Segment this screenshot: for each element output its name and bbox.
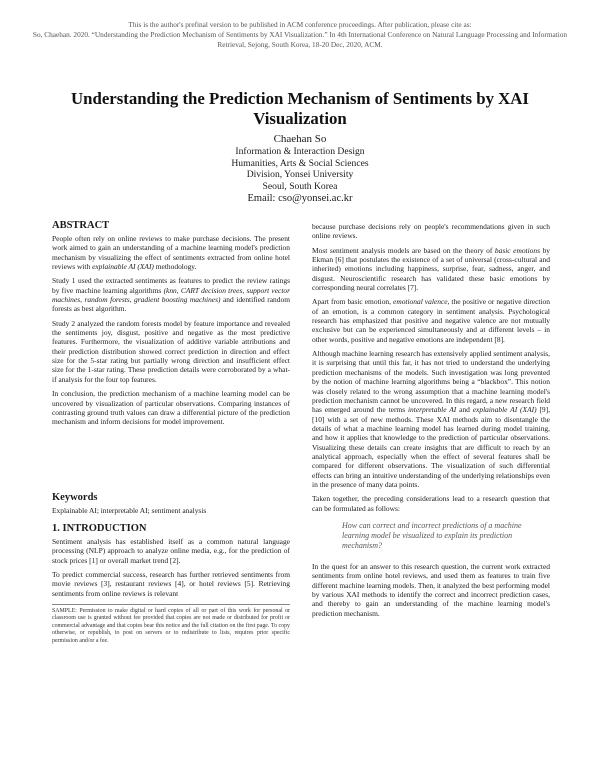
abstract-text: Study 1 used the extracted sentiments as features to predict the review ratings by five machine learning algorithms (52, 276, 290, 295)
abstract-text: and identified random forests as best algorithm. (52, 295, 290, 314)
body-text: , the positive or negative direction of an emotion, is a common category in sentiment analysis. Psychological research has emphasized that positive and negative valence are not mutually exclusive but can be experienced simultaneously and at different levels – in other words, positive and negative emotions are independent [8]. (312, 297, 550, 344)
author-block (100, 133, 500, 205)
abstract-paragraph-4: In conclusion, the prediction mechanism of a machine learning model can be uncovered by visualization of particular observations. Comparing instances of contrasting ground truth values can draw a differential picture of the prediction mechanism and inform decisions for model improvement. (52, 389, 290, 427)
abstract-paragraph-2 (52, 276, 290, 313)
author-email: Email: cso@yonsei.ac.kr (247, 192, 353, 204)
author-affiliation-3: Division, Yonsei University (246, 169, 354, 181)
abstract-heading: ABSTRACT (52, 220, 110, 231)
author-affiliation-1: Information & Interaction Design (235, 146, 365, 157)
intro-paragraph-8: In the quest for an answer to this research question, the current work extracted sentiments from online hotel reviews, and used them as features to train five different machine learning models. Then, it analyzed the best performing model by various XAI methods to identify the correct and incorrect prediction cases, and thereby to gain an understanding of the machine learning model's prediction mechanism. (312, 561, 550, 618)
preprint-citation: So, Chaehan. 2020. “Understanding the Prediction Mechanism of Sentiments by XAI Visualization.” In 4th International Conference on Natural Language Processing and Information Retrieval, Sejong, South Korea, 18-20 Dec, 2020, ACM. (32, 30, 568, 49)
author-city: Seoul, South Korea (262, 181, 338, 193)
preprint-note (30, 20, 570, 50)
term-interpretable-ai: interpretable AI (407, 405, 457, 415)
preprint-line-1: This is the author's prefinal version to be published in ACM conference proceedings. After publication, please cite as: (128, 20, 472, 29)
abstract-text: methodology. (153, 262, 197, 272)
body-text: Apart from basic emotion, (312, 297, 394, 307)
intro-paragraph-6 (312, 349, 550, 489)
body-text: Most sentiment analysis models are based on the theory of (312, 245, 495, 255)
abstract-algorithm-list: (knn, CART decision trees, support vector machines, random forests, gradient boosting machines) (52, 285, 291, 305)
term-emotional-valence: emotional valence (393, 297, 448, 307)
abstract-text: People often rely on online reviews to make purchase decisions. The present work aimed to gain an understanding of a machine learning model's prediction mechanism by visualizing the effect of sentiments extracted from online hotel reviews with (52, 234, 290, 272)
intro-paragraph-7: Taken together, the preceding considerations lead to a research question that can be formulated as follows: (312, 494, 550, 513)
body-text: by Ekman [6] that postulates the existence of a set of universal (cross-cultural and inherited) emotions including happiness, surprise, fear, sadness, anger, and disgust. Neuroscientific research has validated these basic emotions by corresponding neural correlates [7]. (312, 245, 551, 293)
body-text: [9], [10] with a set of new methods. These XAI methods aim to disentangle the details of what a machine learning model has learned during model training, and how it applies that knowledge to the prediction of particular observations. Visualizing these details can create insights that are difficult to reach by an analytical approach, especially when the effect of several features shall be compared for different observations. The visualization of such differential effects can bring an intuitive understanding of the underlying relationships even in the presence of many data points. (312, 405, 550, 489)
term-basic-emotions: basic emotions (494, 245, 541, 255)
spacer (52, 432, 290, 492)
term-explainable-ai: explainable AI (XAI) (472, 405, 537, 415)
body-text: and (456, 405, 473, 415)
right-column (312, 222, 550, 623)
abstract-paragraph-3: Study 2 analyzed the random forests model by feature importance and revealed the sentiments joy, disgust, positive and negative as the most predictive features. Furthermore, the visualization of additive variable attributions and their prediction distribution showed correct prediction in direction and effect size for the 5-star rating but partially wrong direction and insufficient effect size for the 1-star rating. These prediction details were corroborated by a what-if analysis for the four top features. (52, 318, 290, 384)
introduction-paragraph-2: To predict commercial success, research has further retrieved sentiments from movie reviews [3], restaurant reviews [4], or hotel reviews [5]. Retrieving sentiments from online reviews is relevant (52, 569, 290, 598)
research-question: How can correct and incorrect predictions of a machine learning model be visualized to explain its prediction mechanism? (342, 520, 522, 550)
paper-title: Understanding the Prediction Mechanism of Sentiments by XAI Visualization (71, 89, 529, 128)
intro-paragraph-5 (312, 297, 550, 344)
introduction-paragraph-1: Sentiment analysis has established itself as a common natural language processing (NLP) approach to analyze online media, e.g., for the prediction of stock prices [1] or overall market trend [2]. (52, 536, 290, 565)
intro-paragraph-3: because purchase decisions rely on people's recommendations given in such online reviews. (312, 222, 550, 241)
intro-paragraph-4 (312, 246, 550, 293)
body-text: Although machine learning research has extensively applied sentiment analysis, it is surprising that until this far, it has not tried to understand the underlying prediction mechanisms of the models. Such investigation was long prevented by the notion of machine learning algorithms being a “blackbox”. This notion was closely related to the wrong assumption that a machine learning model's prediction mechanism cannot be uncovered. In this regard, a new research field has emerged around the terms (312, 349, 550, 415)
introduction-heading: 1. INTRODUCTION (52, 522, 147, 534)
author-name: Chaehan So (273, 133, 327, 145)
abstract-term-xai: explainable AI (XAI) (92, 262, 154, 272)
keywords-text: Explainable AI; interpretable AI; sentiment analysis (52, 505, 207, 515)
abstract-paragraph-1 (52, 234, 290, 271)
keywords-heading: Keywords (52, 491, 98, 503)
permission-notice: SAMPLE: Permission to make digital or hard copies of all or part of this work for personal or classroom use is granted without fee provided that copies are not made or distributed for profit or commercial advantage and that copies bear this notice and the full citation on the first page. To copy otherwise, or republish, to post on servers or to redistribute to lists, requires prior specific permission and/or a fee. (52, 604, 290, 646)
author-affiliation-2: Humanities, Arts & Social Sciences (231, 157, 369, 169)
left-column (52, 220, 290, 645)
